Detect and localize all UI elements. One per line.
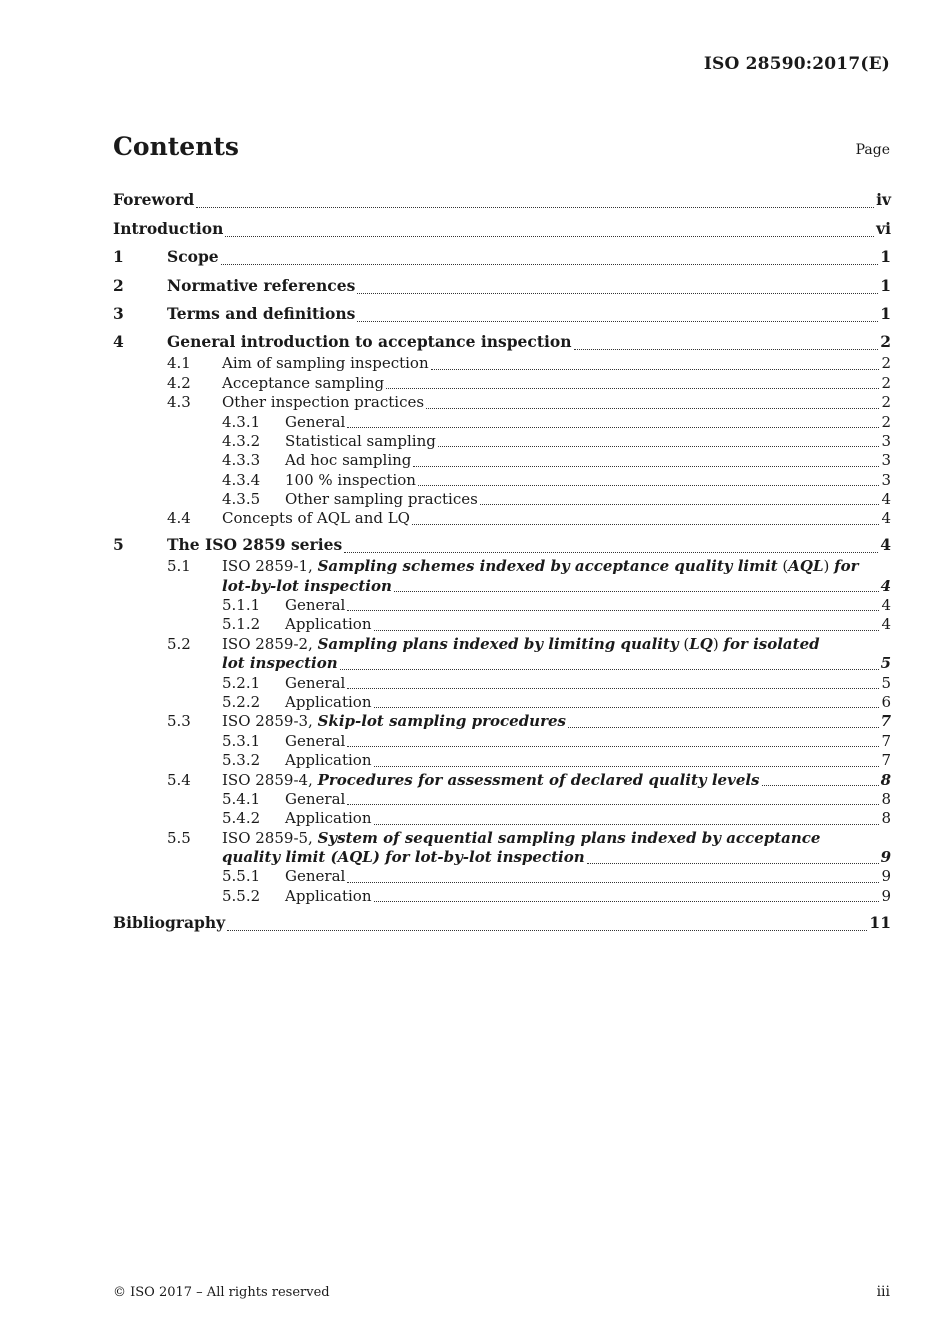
toc-number: 2 [113,275,124,295]
standard-ref: ISO 2859-5, [222,828,318,847]
toc-page: 9 [880,848,891,867]
toc-title: General introduction to acceptance inspection [167,332,572,352]
toc-number: 5.3 [167,712,191,731]
toc-number: 1 [113,247,124,267]
toc-entry-4-4[interactable] [113,509,891,528]
toc-number: 4.2 [167,373,191,392]
toc-title [222,557,859,576]
dot-leader [413,466,879,467]
paren: ( [777,557,789,576]
copyright-notice: © ISO 2017 – All rights reserved [113,1285,330,1300]
dot-leader [196,207,874,208]
toc-page: 8 [880,770,891,789]
toc-title: Scope [167,247,219,267]
dot-leader [357,321,878,322]
page-number: iii [876,1284,890,1300]
toc-entry-foreword[interactable] [113,184,891,212]
dot-leader [480,504,880,505]
toc-page: 3 [881,431,891,450]
toc-page: vi [876,218,891,238]
standard-ref: ISO 2859-4, [222,770,318,789]
toc-entry-general-introduction[interactable] [113,326,891,354]
toc-title: Application [285,886,372,905]
toc-number: 4.3.4 [222,470,261,489]
toc-entry-5-4[interactable] [113,771,891,790]
title-part: Procedures for assessment of declared quality levels [317,770,760,789]
toc-entry-5-4-1[interactable] [113,790,891,809]
toc-page: 2 [881,354,891,373]
toc-number: 5.3.1 [222,731,261,750]
toc-number: 5.1.2 [222,615,261,634]
toc-title: 100 % inspection [285,470,416,489]
toc-title: Application [285,751,372,770]
dot-leader [347,804,879,805]
toc-entry-5-2[interactable] [113,635,891,654]
toc-page: 4 [881,490,891,509]
dot-leader [344,552,878,553]
toc-page: 1 [880,303,891,323]
toc-title: General [285,596,346,615]
toc-title: Terms and definitions [167,303,356,323]
toc-entry-4-3-3[interactable] [113,451,891,470]
toc-number: 4.1 [167,354,191,373]
toc-entry-5-4-2[interactable] [113,809,891,828]
toc-entry-5-3-2[interactable] [113,751,891,770]
toc-page: 11 [869,912,891,932]
toc-entry-5-1[interactable] [113,557,891,576]
toc-title: Concepts of AQL and LQ [222,509,410,528]
table-of-contents [113,184,891,935]
toc-page: 9 [881,886,891,905]
dot-leader [374,824,880,825]
toc-page: 4 [881,509,891,528]
title-part: for [834,557,859,576]
toc-entry-bibliography[interactable] [113,906,891,934]
dot-leader [374,707,880,708]
toc-title [222,712,566,731]
toc-number: 4.3.2 [222,431,261,450]
dot-leader [574,349,879,350]
toc-page: 4 [881,596,891,615]
toc-number: 5 [113,535,124,555]
toc-number: 4.3.5 [222,490,261,509]
dot-leader [762,785,879,786]
toc-entry-4-3-4[interactable] [113,471,891,490]
dot-leader [225,236,874,237]
toc-title: The ISO 2859 series [167,535,343,555]
toc-title [222,635,820,654]
toc-page: 8 [881,789,891,808]
toc-title: Other inspection practices [222,393,425,412]
toc-entry-iso-2859-series[interactable] [113,529,891,557]
toc-number: 5.4 [167,770,191,789]
toc-number: 5.4.2 [222,809,261,828]
dot-leader [412,524,879,525]
toc-number: 4 [113,332,124,352]
dot-leader [221,264,879,265]
toc-number: 4.4 [167,509,191,528]
toc-title: General [285,731,346,750]
dot-leader [374,901,880,902]
toc-page: 7 [881,751,891,770]
toc-entry-5-5-1[interactable] [113,868,891,887]
standard-ref: ISO 2859-3, [222,712,318,731]
toc-title: Application [285,809,372,828]
toc-page: 3 [881,470,891,489]
dot-leader [347,882,879,883]
toc-title: Normative references [167,275,356,295]
toc-title-continuation: lot-by-lot inspection [222,576,392,595]
document-code: ISO 28590:2017(E) [703,54,890,74]
toc-entry-5-2-1[interactable] [113,674,891,693]
toc-entry-5-1-1[interactable] [113,596,891,615]
title-part: System of sequential sampling plans indexed by acceptance [317,828,821,847]
dot-leader [394,591,879,592]
abbreviation: LQ [689,634,713,653]
dot-leader [374,630,880,631]
dot-leader [227,930,867,931]
toc-title-continuation: quality limit (AQL) for lot-by-lot inspection [222,848,585,867]
toc-title [222,771,760,790]
page-column-label: Page [855,142,890,158]
toc-page: iv [876,190,891,210]
toc-page: 2 [881,373,891,392]
paren: ) [823,557,835,576]
toc-number: 4.3 [167,393,191,412]
standard-ref: ISO 2859-2, [222,634,318,653]
contents-title: Contents [113,132,240,161]
toc-entry-5-5-continuation[interactable] [113,848,891,867]
toc-page: 2 [880,332,891,352]
toc-title: Application [285,615,372,634]
dot-leader [347,427,879,428]
toc-entry-5-3-1[interactable] [113,732,891,751]
toc-title: General [285,867,346,886]
title-part: for isolated [723,634,820,653]
toc-entry-5-5-2[interactable] [113,887,891,906]
dot-leader [347,688,879,689]
toc-title: General [285,789,346,808]
toc-title: Bibliography [113,912,226,932]
toc-title: Acceptance sampling [222,373,385,392]
toc-page: 4 [880,535,891,555]
toc-number: 3 [113,303,124,323]
toc-title: Ad hoc sampling [285,451,412,470]
toc-page: 1 [880,275,891,295]
toc-page: 2 [881,393,891,412]
toc-number: 5.2.1 [222,673,261,692]
toc-page: 9 [881,867,891,886]
dot-leader [418,485,879,486]
toc-entry-4-2[interactable] [113,374,891,393]
toc-number: 5.1.1 [222,596,261,615]
toc-entry-scope[interactable] [113,241,891,269]
dot-leader [386,388,879,389]
toc-title: General [285,673,346,692]
toc-title [222,829,820,848]
dot-leader [438,446,880,447]
toc-number: 5.5.1 [222,867,261,886]
paren: ( [678,634,690,653]
toc-page: 5 [880,654,891,673]
toc-entry-normative-references[interactable] [113,269,891,297]
toc-page: 7 [881,731,891,750]
dot-leader [374,766,880,767]
toc-entry-4-3[interactable] [113,393,891,412]
toc-title: Statistical sampling [285,431,436,450]
toc-page: 5 [881,673,891,692]
abbreviation: AQL [788,557,824,576]
toc-title-continuation: lot inspection [222,654,338,673]
dot-leader [357,293,878,294]
toc-page: 6 [881,692,891,711]
dot-leader [347,746,879,747]
toc-number: 5.1 [167,557,191,576]
paren: ) [712,634,724,653]
toc-number: 5.5.2 [222,886,261,905]
toc-entry-4-1[interactable] [113,354,891,373]
toc-number: 5.3.2 [222,751,261,770]
dot-leader [568,727,879,728]
dot-leader [347,610,879,611]
toc-entry-4-3-1[interactable] [113,413,891,432]
toc-page: 3 [881,451,891,470]
toc-page: 2 [881,412,891,431]
toc-number: 4.3.3 [222,451,261,470]
toc-entry-5-2-2[interactable] [113,693,891,712]
dot-leader [340,669,879,670]
toc-title: Introduction [113,218,224,238]
toc-title: Foreword [113,190,195,210]
toc-entry-terms-definitions[interactable] [113,298,891,326]
standard-ref: ISO 2859-1, [222,557,318,576]
toc-page: 1 [880,247,891,267]
toc-number: 5.2.2 [222,692,261,711]
toc-entry-5-2-continuation[interactable] [113,654,891,673]
toc-number: 5.4.1 [222,789,261,808]
toc-page: 8 [881,809,891,828]
dot-leader [431,369,880,370]
toc-entry-5-3[interactable] [113,712,891,731]
toc-entry-introduction[interactable] [113,212,891,240]
toc-number: 5.2 [167,634,191,653]
toc-entry-4-3-2[interactable] [113,432,891,451]
toc-entry-5-1-2[interactable] [113,615,891,634]
toc-title: Other sampling practices [285,490,478,509]
toc-title: Application [285,692,372,711]
toc-number: 4.3.1 [222,412,261,431]
title-part: Skip-lot sampling procedures [317,712,566,731]
toc-page: 4 [880,576,891,595]
toc-page: 7 [880,712,891,731]
dot-leader [426,408,879,409]
toc-title: General [285,412,346,431]
toc-title: Aim of sampling inspection [222,354,429,373]
title-part: Sampling plans indexed by limiting quality [317,634,679,653]
dot-leader [587,863,879,864]
title-part: Sampling schemes indexed by acceptance quality limit [317,557,778,576]
toc-page: 4 [881,615,891,634]
toc-number: 5.5 [167,828,191,847]
toc-entry-5-1-continuation[interactable] [113,577,891,596]
toc-entry-5-5[interactable] [113,829,891,848]
toc-entry-4-3-5[interactable] [113,490,891,509]
